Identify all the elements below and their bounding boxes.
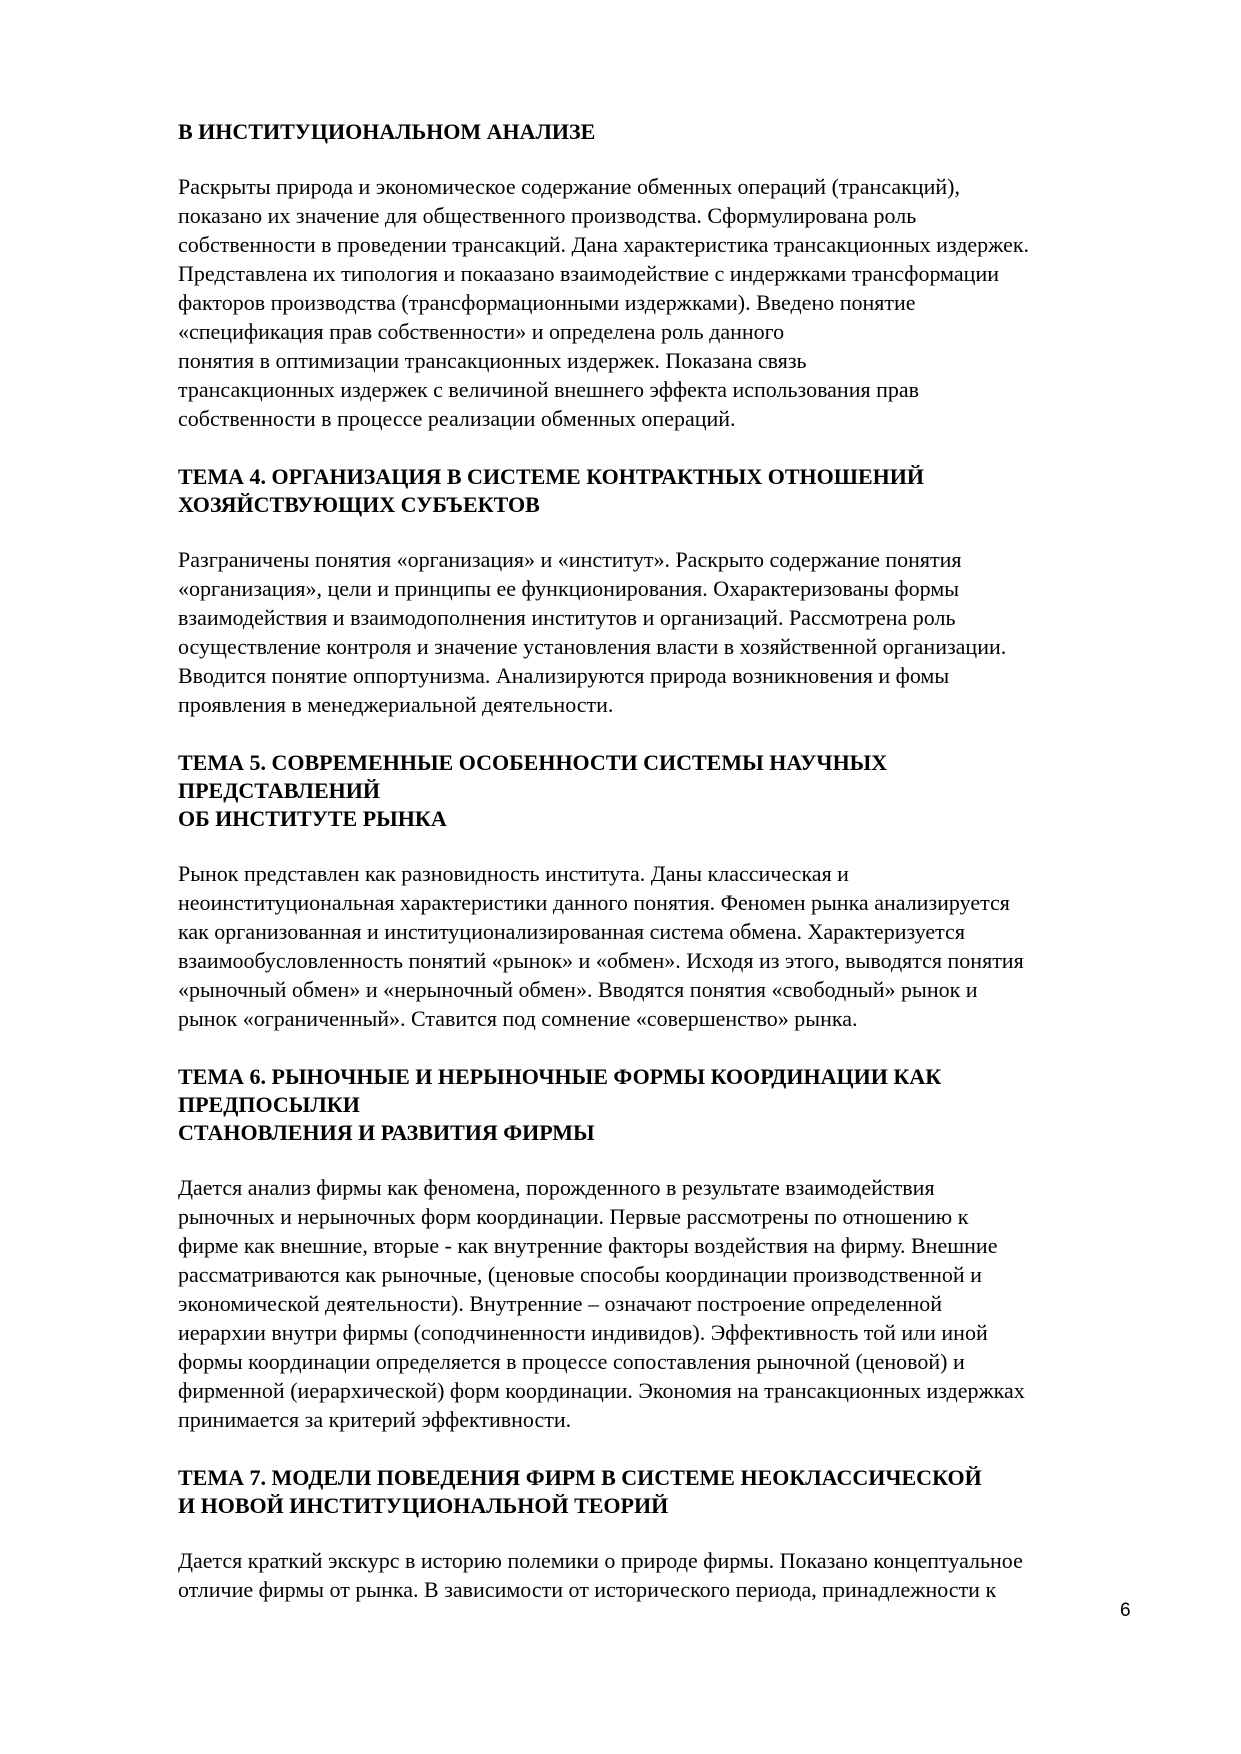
paragraph-line: неоинституциональная характеристики данного понятия. Феномен рынка анализируется (178, 890, 1010, 915)
section-heading (178, 118, 1178, 146)
paragraph-line: рассматриваются как рыночные, (ценовые способы координации производственной и (178, 1262, 982, 1287)
paragraph-line: «организация», цели и принципы ее функционирования. Охарактеризованы формы (178, 576, 960, 601)
section-topic-7 (178, 1464, 1178, 1604)
paragraph-line: рыночных и нерыночных форм координации. Первые рассмотрены по отношению к (178, 1204, 969, 1229)
heading-line: ПРЕДСТАВЛЕНИЙ (178, 778, 380, 803)
section-topic-6 (178, 1063, 1178, 1434)
paragraph-line: Раскрыты природа и экономическое содержание обменных операций (трансакций), (178, 174, 960, 199)
section-paragraph (178, 1173, 1178, 1434)
section-heading (178, 1464, 1178, 1520)
paragraph-line: факторов производства (трансформационными издержками). Введено понятие (178, 290, 916, 315)
paragraph-line: взаимодействия и взаимодополнения институтов и организаций. Рассмотрена роль (178, 605, 956, 630)
paragraph-line: Дается краткий экскурс в историю полемики о природе фирмы. Показано концептуальное (178, 1548, 1023, 1573)
section-paragraph (178, 172, 1178, 433)
paragraph-line: осуществление контроля и значение установления власти в хозяйственной организации. (178, 634, 1007, 659)
paragraph-line: взаимообусловленность понятий «рынок» и «обмен». Исходя из этого, выводятся понятия (178, 948, 1024, 973)
page-content (178, 118, 1178, 1604)
paragraph-line: трансакционных издержек с величиной внешнего эффекта использования прав (178, 377, 920, 402)
section-heading (178, 463, 1178, 519)
paragraph-line: понятия в оптимизации трансакционных издержек. Показана связь (178, 348, 807, 373)
section-paragraph (178, 859, 1178, 1033)
paragraph-line: отличие фирмы от рынка. В зависимости от исторического периода, принадлежности к (178, 1577, 997, 1602)
section-institutional-analysis (178, 118, 1178, 433)
heading-line: И НОВОЙ ИНСТИТУЦИОНАЛЬНОЙ ТЕОРИЙ (178, 1493, 669, 1518)
paragraph-line: иерархии внутри фирмы (соподчиненности индивидов). Эффективность той или иной (178, 1320, 988, 1345)
heading-line: ТЕМА 6. РЫНОЧНЫЕ И НЕРЫНОЧНЫЕ ФОРМЫ КООРДИНАЦИИ КАК (178, 1064, 942, 1089)
paragraph-line: фирме как внешние, вторые - как внутренние факторы воздействия на фирму. Внешние (178, 1233, 998, 1258)
page-number: 6 (1120, 1600, 1131, 1621)
paragraph-line: рынок «ограниченный». Ставится под сомнение «совершенство» рынка. (178, 1006, 858, 1031)
paragraph-line: собственности в процессе реализации обменных операций. (178, 406, 736, 431)
section-heading (178, 1063, 1178, 1147)
paragraph-line: «рыночный обмен» и «нерыночный обмен». Вводятся понятия «свободный» рынок и (178, 977, 978, 1002)
paragraph-line: принимается за критерий эффективности. (178, 1407, 572, 1432)
paragraph-line: фирменной (иерархической) форм координации. Экономия на трансакционных издержках (178, 1378, 1025, 1403)
heading-line: ХОЗЯЙСТВУЮЩИХ СУБЪЕКТОВ (178, 492, 540, 517)
section-paragraph (178, 1546, 1178, 1604)
heading-line: В ИНСТИТУЦИОНАЛЬНОМ АНАЛИЗЕ (178, 119, 596, 144)
heading-line: ТЕМА 4. ОРГАНИЗАЦИЯ В СИСТЕМЕ КОНТРАКТНЫХ ОТНОШЕНИЙ (178, 464, 924, 489)
heading-line: СТАНОВЛЕНИЯ И РАЗВИТИЯ ФИРМЫ (178, 1120, 595, 1145)
section-topic-4 (178, 463, 1178, 719)
paragraph-line: показано их значение для общественного производства. Сформулирована роль (178, 203, 917, 228)
heading-line: ОБ ИНСТИТУТЕ РЫНКА (178, 806, 447, 831)
heading-line: ПРЕДПОСЫЛКИ (178, 1092, 360, 1117)
section-paragraph (178, 545, 1178, 719)
section-topic-5 (178, 749, 1178, 1033)
paragraph-line: «спецификация прав собственности» и определена роль данного (178, 319, 785, 344)
paragraph-line: проявления в менеджериальной деятельности. (178, 692, 614, 717)
paragraph-line: Представлена их типология и покаазано взаимодействие с индержками трансформации (178, 261, 1000, 286)
paragraph-line: Дается анализ фирмы как феномена, порожденного в результате взаимодействия (178, 1175, 935, 1200)
paragraph-line: экономической деятельности). Внутренние – означают построение определенной (178, 1291, 943, 1316)
heading-line: ТЕМА 5. СОВРЕМЕННЫЕ ОСОБЕННОСТИ СИСТЕМЫ НАУЧНЫХ (178, 750, 888, 775)
paragraph-line: как организованная и институционализированная система обмена. Характеризуется (178, 919, 965, 944)
paragraph-line: формы координации определяется в процессе сопоставления рыночной (ценовой) и (178, 1349, 965, 1374)
paragraph-line: Рынок представлен как разновидность института. Даны классическая и (178, 861, 849, 886)
paragraph-line: Вводится понятие оппортунизма. Анализируются природа возникновения и фомы (178, 663, 950, 688)
section-heading (178, 749, 1178, 833)
paragraph-line: Разграничены понятия «организация» и «институт». Раскрыто содержание понятия (178, 547, 962, 572)
heading-line: ТЕМА 7. МОДЕЛИ ПОВЕДЕНИЯ ФИРМ В СИСТЕМЕ НЕОКЛАССИЧЕСКОЙ (178, 1465, 982, 1490)
paragraph-line: собственности в проведении трансакций. Дана характеристика трансакционных издержек. (178, 232, 1030, 257)
